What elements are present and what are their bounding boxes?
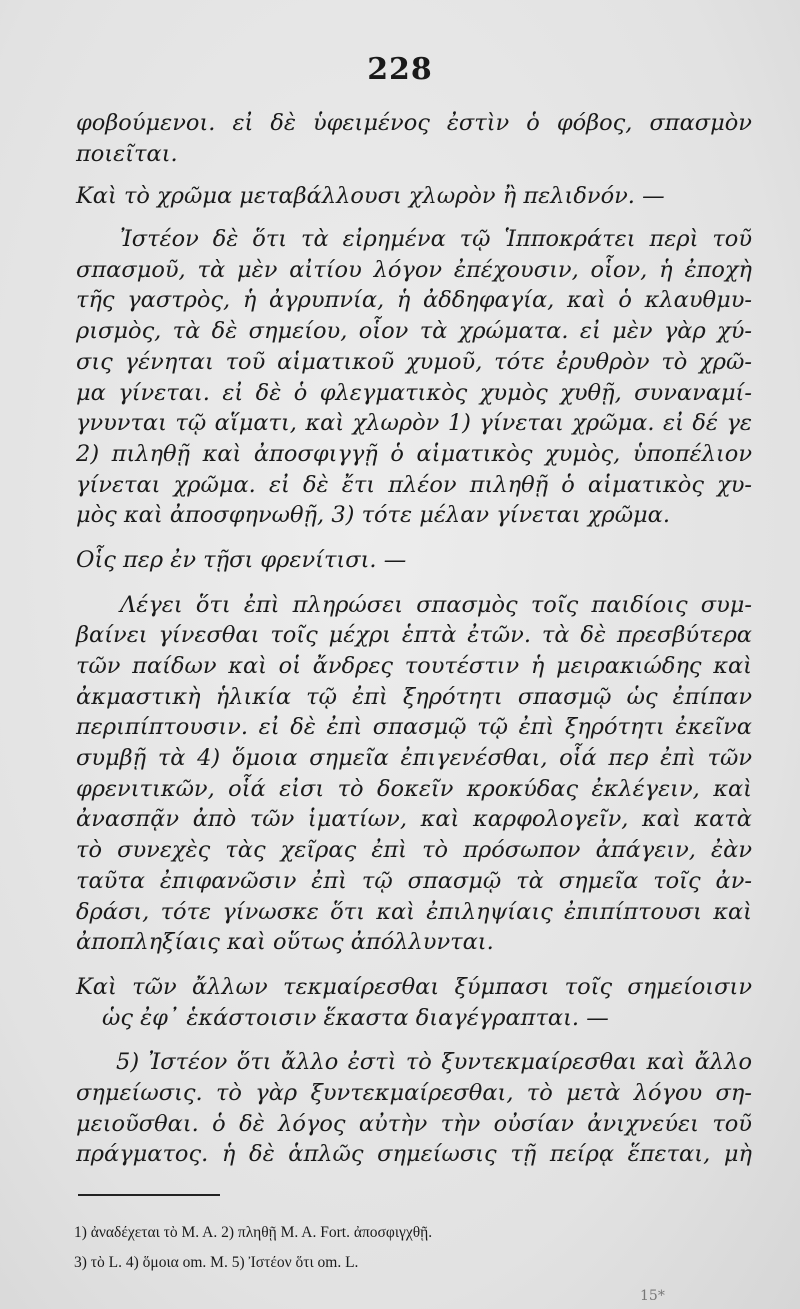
text-line: ὡς ἐφ᾽ ἑκάστοισιν ἕκαστα διαγέγραπται. — [102,1004,609,1031]
text-line: Λέγει ὅτι ἐπὶ πληρώσει σπασμὸς τοῖς παιδίοις συμ- [120,591,752,618]
text-line: τῶν παίδων καὶ οἱ ἄνδρες τουτέστιν ἡ μειρακιώδης καὶ [76,653,752,679]
text-line: Οἷς περ ἐν τῇσι φρενίτισι. — [76,546,407,573]
text-line: πράγματος. ἡ δὲ ἁπλῶς σημείωσις τῇ πείρᾳ ἕπεται, μὴ [76,1141,752,1168]
paragraph-gap [76,576,752,590]
text-line: μειοῦσθαι. ὁ δὲ λόγος αὐτὴν τὴν οὐσίαν ἀνιχνεύει τοῦ [76,1110,752,1137]
text-line: Ἰστέον δὲ ὅτι τὰ εἰρημένα τῷ Ἱπποκράτει περὶ τοῦ [120,226,752,253]
footnote-line: 1) ἀναδέχεται τὸ M. A. 2) πληθῇ M. A. Fort. ἀποσφιγχθῇ. [74,1224,433,1241]
text-line: ποιεῖται. [76,140,178,167]
paragraph-gap [76,169,752,181]
text-line: μα γίνεται. εἰ δὲ ὁ φλεγματικὸς χυμὸς χυθῇ, συναναμί- [76,379,752,406]
text-line: δράσι, τότε γίνωσκε ὅτι καὶ ἐπιληψίαις ἐπιπίπτουσι καὶ [76,898,752,925]
text-line: σπασμοῦ, τὰ μὲν αἰτίου λόγον ἐπέχουσιν, οἷον, ἡ ἐποχὴ [76,256,752,283]
text-line: 2) πιληθῇ καὶ ἀποσφιγγῇ ὁ αἱματικὸς χυμὸς, ὑποπέλιον [76,440,752,467]
text-line: φρενιτικῶν, οἷά εἰσι τὸ δοκεῖν κροκύδας ἐκλέγειν, καὶ [76,775,752,802]
text-line: περιπίπτουσιν. εἰ δὲ ἐπὶ σπασμῷ τῷ ἐπὶ ξηρότητι ἐκεῖνα [76,714,752,741]
text-line: βαίνει γίνεσθαι τοῖς μέχρι ἑπτὰ ἐτῶν. τὰ δὲ πρεσβύτερα [76,622,752,649]
text-line: σις γένηται τοῦ αἱματικοῦ χυμοῦ, τότε ἐρυθρὸν τὸ χρῶ- [76,348,752,375]
text-line: γνυνται τῷ αἵματι, καὶ χλωρὸν 1) γίνεται χρῶμα. εἰ δέ γε [76,410,752,437]
text-line: ἀποπληξίαις καὶ οὕτως ἀπόλλυνται. [76,929,494,956]
footnote-rule [78,1194,220,1196]
paragraph-gap [76,531,752,545]
text-line: Καὶ τὸ χρῶμα μεταβάλλουσι χλωρὸν ἢ πελιδνόν. — [76,183,665,210]
text-line: ἀκμαστικὴ ἡλικία τῷ ἐπὶ ξηρότητι σπασμῷ ὡς ἐπίπαν [76,683,752,710]
main-text [76,108,752,1170]
text-line: 5) Ἰστέον ὅτι ἄλλο ἐστὶ τὸ ξυντεκμαίρεσθαι καὶ ἄλλο [116,1049,752,1076]
page-number: 228 [367,52,433,87]
footnotes [74,1218,764,1278]
text-line: μὸς καὶ ἀποσφηνωθῇ, 3) τότε μέλαν γίνεται χρῶμα. [76,502,671,529]
text-line: Καὶ τῶν ἄλλων τεκμαίρεσθαι ξύμπασι τοῖς σημείοισιν [76,973,752,1000]
paragraph-gap [76,958,752,972]
paragraph-gap [76,212,752,224]
footnote-line: 3) τὸ L. 4) ὅμοια om. M. 5) Ἰστέον ὅτι om. L. [74,1254,359,1271]
text-line: τὸ συνεχὲς τὰς χεῖρας ἐπὶ τὸ πρόσωπον ἀπάγειν, ἐὰν [76,837,752,864]
text-line: συμβῇ τὰ 4) ὅμοια σημεῖα ἐπιγενέσθαι, οἷά περ ἐπὶ τῶν [76,745,752,772]
text-line: σημείωσις. τὸ γὰρ ξυντεκμαίρεσθαι, τὸ μετὰ λόγου ση- [76,1079,752,1106]
text-line: ταῦτα ἐπιφανῶσιν ἐπὶ τῷ σπασμῷ τὰ σημεῖα τοῖς ἀν- [76,867,752,894]
text-line: ρισμὸς, τὰ δὲ σημείου, οἷον τὰ χρώματα. εἰ μὲν γὰρ χύ- [76,318,752,345]
text-line: ἀνασπᾷν ἀπὸ τῶν ἱματίων, καὶ καρφολογεῖν, καὶ κατὰ [76,806,752,833]
text-line: φοβούμενοι. εἰ δὲ ὑφειμένος ἐστὶν ὁ φόβος, σπασμὸν [76,110,752,136]
signature-mark: 15* [640,1288,665,1304]
paragraph-gap [76,1033,752,1047]
text-line: τῆς γαστρὸς, ἡ ἀγρυπνία, ἡ ἀδδηφαγία, καὶ ὁ κλαυθμυ- [76,287,752,314]
text-line: γίνεται χρῶμα. εἰ δὲ ἔτι πλέον πιληθῇ ὁ αἱματικὸς χυ- [76,471,752,498]
